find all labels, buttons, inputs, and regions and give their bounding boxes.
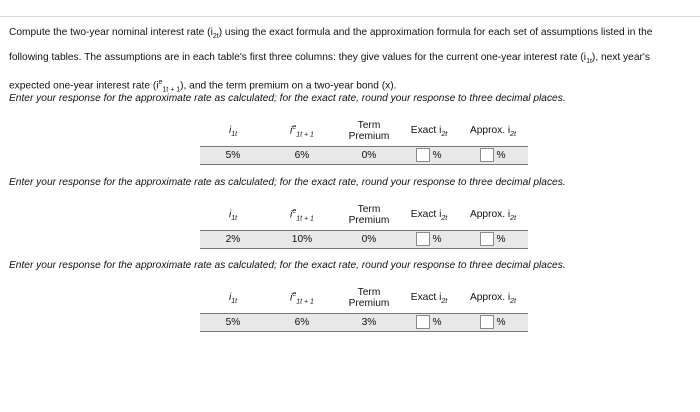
cell-approx	[458, 146, 528, 164]
header-term-premium: Term Premium	[348, 287, 390, 310]
intro-line-2: following tables. The assumptions are in each table's first three columns: they give values for the current one-year interest rate $(i_{1t})$, next year's	[9, 52, 650, 66]
header-exact-i2t: Exact $i_{2t}$	[410, 208, 448, 222]
cell-approx	[458, 313, 528, 331]
header-exact-i2t: Exact $i_{2t}$	[410, 124, 448, 138]
table-3-instructions: Enter your response for the approximate rate as calculated; for the exact rate, round your response to three decimal places.	[9, 260, 566, 271]
assumptions-table-1	[200, 117, 528, 165]
header-i1t: $i_{1t}$	[228, 124, 238, 138]
cell-exact	[400, 313, 458, 331]
header-expected-i1t-next: $i^e_{1t + 1}$	[290, 291, 314, 306]
intro-line-1: Compute the two-year nominal interest rate $(i_{2t})$ using the exact formula and the approximation formula for each set of assumptions listed in the	[9, 27, 653, 41]
header-term-premium: Term Premium	[348, 120, 390, 143]
cell-approx	[458, 230, 528, 248]
cell-term-premium: 0%	[338, 146, 400, 164]
cell-i1t: 5%	[200, 313, 266, 331]
header-i1t: $i_{1t}$	[228, 208, 238, 222]
header-approx-i2t: Approx. $i_{2t}$	[469, 291, 517, 305]
header-exact-i2t: Exact $i_{2t}$	[410, 291, 448, 305]
cell-i1t: 2%	[200, 230, 266, 248]
cell-i1t-next: 6%	[266, 313, 338, 331]
cell-i1t: 5%	[200, 146, 266, 164]
cell-exact	[400, 230, 458, 248]
top-divider	[0, 16, 700, 17]
header-expected-i1t-next: $i^e_{1t + 1}$	[290, 208, 314, 223]
cell-term-premium: 0%	[338, 230, 400, 248]
assumptions-table-3	[200, 284, 528, 332]
exact-answer-input[interactable]	[416, 148, 430, 162]
cell-term-premium: 3%	[338, 313, 400, 331]
table-1-instructions: Enter your response for the approximate rate as calculated; for the exact rate, round your response to three decimal places.	[9, 93, 566, 104]
table-2-instructions: Enter your response for the approximate rate as calculated; for the exact rate, round your response to three decimal places.	[9, 177, 566, 188]
percent-sign: %	[432, 233, 442, 245]
approx-answer-input[interactable]	[480, 232, 494, 246]
assumptions-table-2	[200, 201, 528, 249]
percent-sign: %	[432, 316, 442, 328]
intro-line-3: expected one-year interest rate $(i^e_{1t + 1})$, and the term premium on a two-year bond (x).	[9, 79, 397, 94]
percent-sign: %	[496, 233, 506, 245]
header-approx-i2t: Approx. $i_{2t}$	[469, 208, 517, 222]
table-row	[200, 146, 528, 164]
header-expected-i1t-next: $i^e_{1t + 1}$	[290, 124, 314, 139]
header-term-premium: Term Premium	[348, 204, 390, 227]
percent-sign: %	[432, 149, 442, 161]
exact-answer-input[interactable]	[416, 315, 430, 329]
percent-sign: %	[496, 149, 506, 161]
cell-i1t-next: 6%	[266, 146, 338, 164]
cell-i1t-next: 10%	[266, 230, 338, 248]
question-text	[9, 22, 693, 100]
table-row	[200, 313, 528, 331]
header-approx-i2t: Approx. $i_{2t}$	[469, 124, 517, 138]
percent-sign: %	[496, 316, 506, 328]
table-row	[200, 230, 528, 248]
cell-exact	[400, 146, 458, 164]
approx-answer-input[interactable]	[480, 315, 494, 329]
approx-answer-input[interactable]	[480, 148, 494, 162]
header-i1t: $i_{1t}$	[228, 291, 238, 305]
exact-answer-input[interactable]	[416, 232, 430, 246]
